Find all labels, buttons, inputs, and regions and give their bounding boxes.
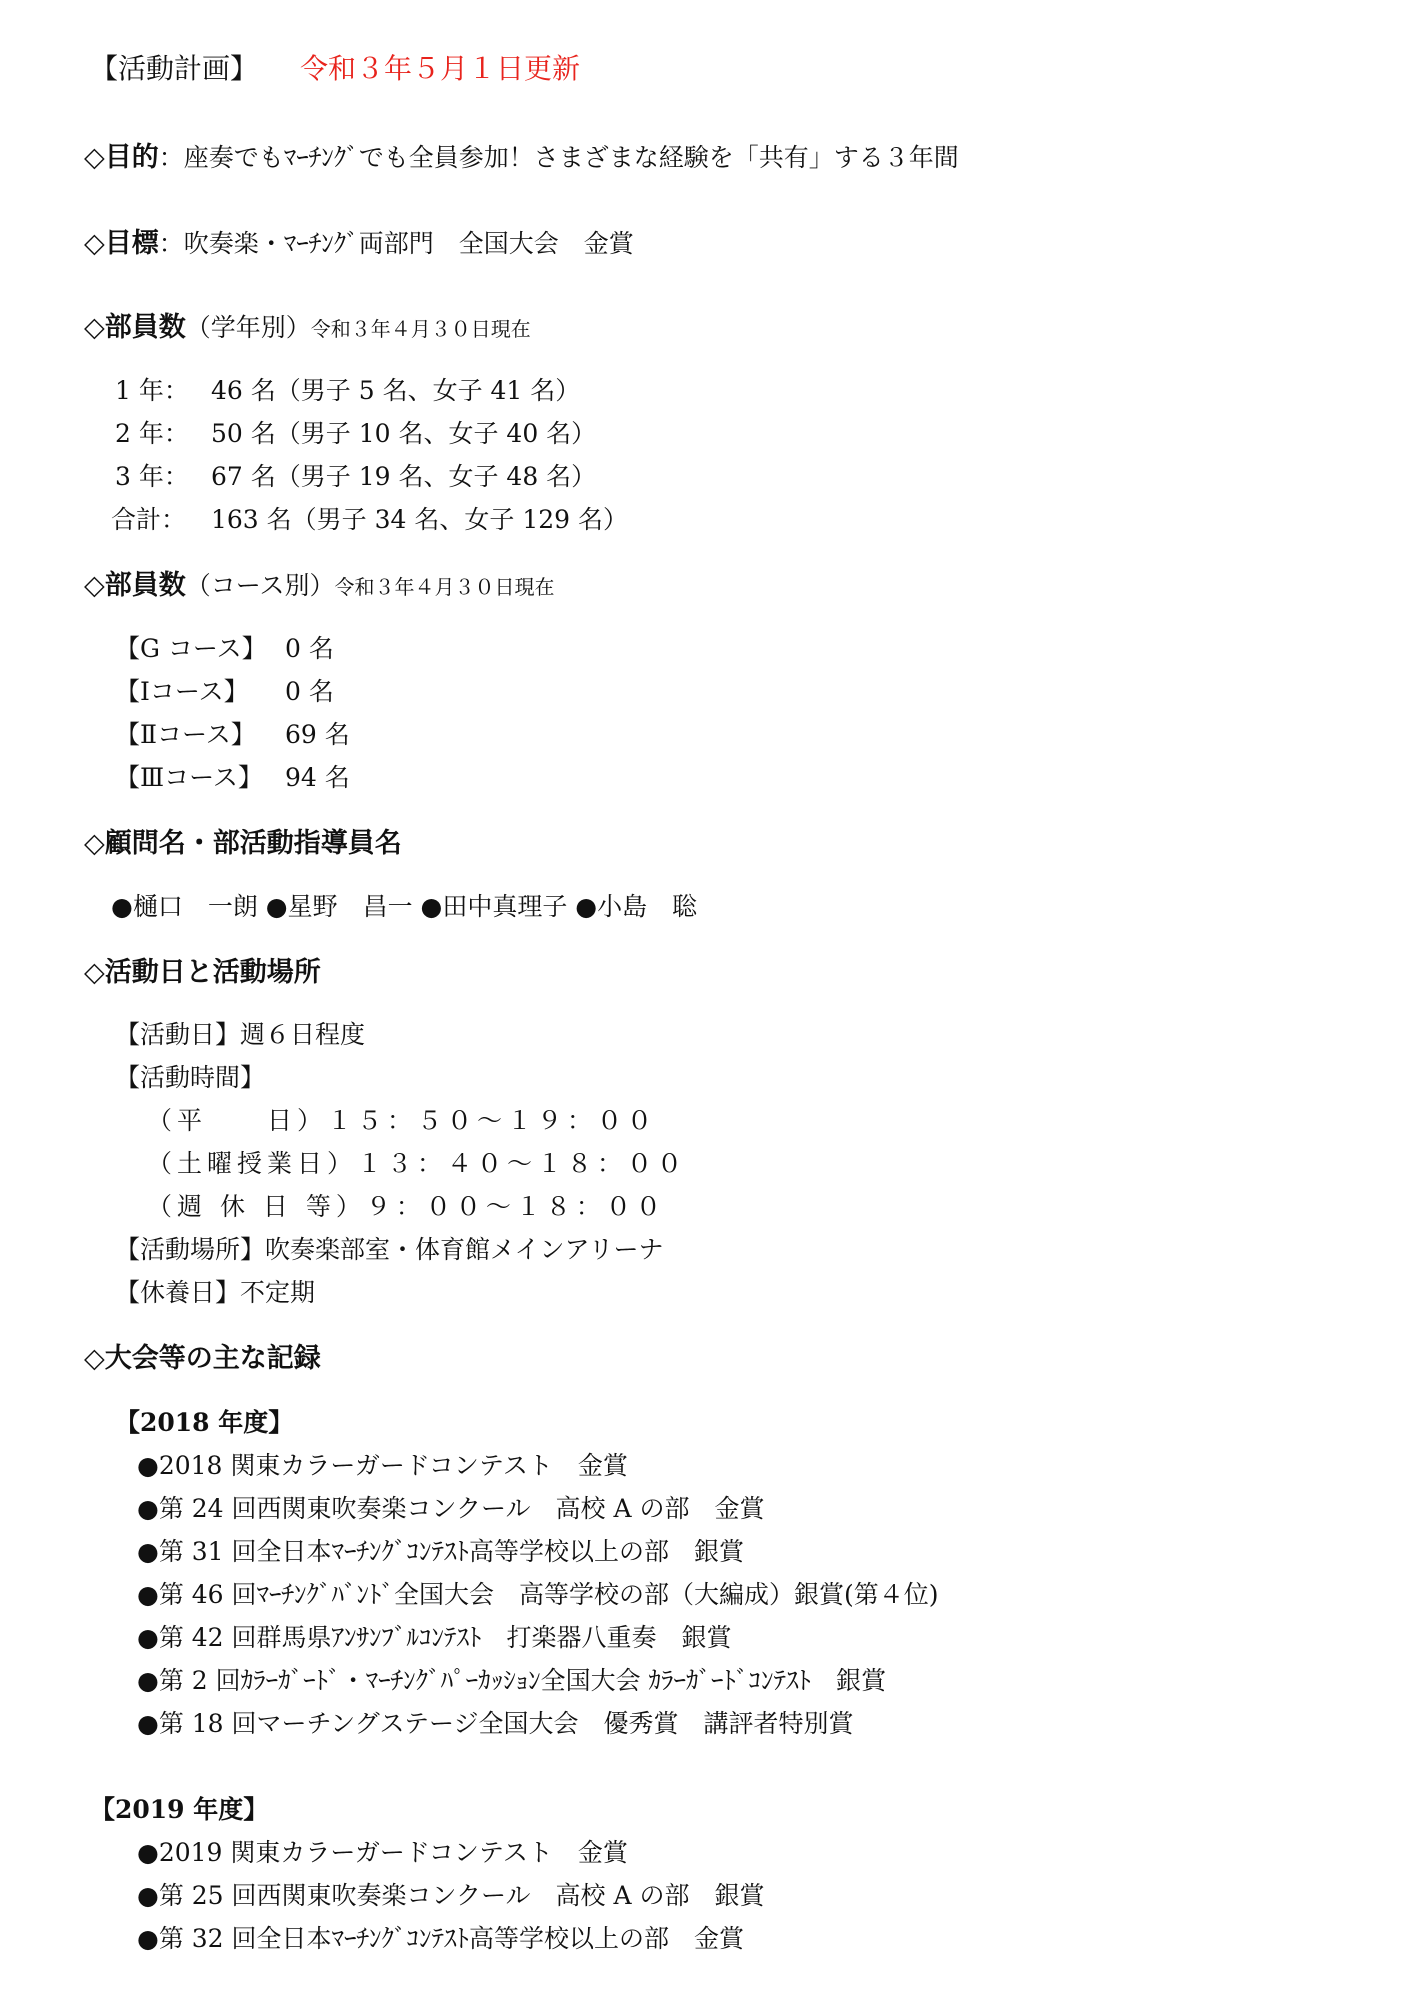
course-name: 【Ⅲコース】	[115, 763, 263, 792]
purpose-label: ◇目的	[84, 142, 159, 173]
record-item: ●第 24 回西関東吹奏楽コンクール 高校 A の部 金賞	[137, 1494, 765, 1523]
members-grade-sub: （学年別）	[185, 313, 311, 342]
record-item: ●第 18 回マーチングステージ全国大会 優秀賞 講評者特別賞	[137, 1709, 854, 1738]
activity-time-row: （土曜授業日）１３：４０～１８：００	[147, 1149, 688, 1178]
record-item: ●第 32 回全日本ﾏｰﾁﾝｸﾞｺﾝﾃｽﾄ高等学校以上の部 金賞	[137, 1924, 745, 1953]
course-row	[115, 720, 350, 750]
grade-row	[115, 462, 596, 492]
record-year: 【2018 年度】	[115, 1408, 294, 1437]
grade-row	[115, 376, 580, 406]
activity-time-row: （平 日）１５：５０～１９：００	[147, 1106, 658, 1135]
course-name: 【Ⅰコース】	[115, 677, 249, 706]
grade-name: 2 年：	[115, 419, 189, 448]
record-item: ●2019 関東カラーガードコンテスト 金賞	[137, 1838, 628, 1867]
members-course-heading	[84, 570, 555, 602]
activity-time-label: 【活動時間】	[115, 1063, 266, 1092]
page-title	[90, 52, 580, 86]
record-item: ●第 25 回西関東吹奏楽コンクール 高校 A の部 銀賞	[137, 1881, 765, 1910]
advisors-heading: ◇顧問名・部活動指導員名	[84, 828, 402, 859]
course-row	[115, 763, 350, 793]
goal-label: ◇目標	[84, 228, 159, 259]
members-course-date: 令和３年４月３０日現在	[334, 575, 555, 599]
course-name: 【Ⅱコース】	[115, 720, 256, 749]
advisors-names: ●樋口 一朗 ●星野 昌一 ●田中真理子 ●小島 聡	[111, 892, 698, 921]
activity-heading: ◇活動日と活動場所	[84, 957, 321, 988]
record-item: ●第 42 回群馬県ｱﾝｻﾝﾌﾞﾙｺﾝﾃｽﾄ 打楽器八重奏 銀賞	[137, 1623, 732, 1652]
course-count: 0 名	[285, 634, 334, 663]
purpose-line	[84, 142, 959, 174]
members-course-label: ◇部員数	[84, 570, 186, 601]
goal-line	[84, 228, 634, 260]
grade-name: 3 年：	[115, 462, 189, 491]
course-count: 94 名	[285, 763, 350, 792]
grade-total: 46 名	[211, 376, 276, 405]
grade-total: 163 名	[211, 505, 292, 534]
grade-detail: （男子 19 名、女子 48 名）	[275, 462, 597, 491]
course-count: 0 名	[285, 677, 334, 706]
record-item: ●第 2 回ｶﾗｰｶﾞｰﾄﾞ・ﾏｰﾁﾝｸﾞﾊﾟｰｶｯｼｮﾝ全国大会 ｶﾗｰｶﾞｰﾄﾞｺﾝﾃｽﾄ 銀賞	[137, 1666, 887, 1695]
activity-rest: 【休養日】不定期	[115, 1278, 316, 1307]
activity-days: 【活動日】週６日程度	[115, 1020, 366, 1049]
grade-total: 50 名	[211, 419, 276, 448]
activity-time-row: （週 休 日 等）９：００～１８：００	[147, 1192, 666, 1221]
records-heading: ◇大会等の主な記録	[84, 1343, 321, 1374]
course-count: 69 名	[285, 720, 350, 749]
record-item: ●第 31 回全日本ﾏｰﾁﾝｸﾞｺﾝﾃｽﾄ高等学校以上の部 銀賞	[137, 1537, 745, 1566]
members-grade-label: ◇部員数	[84, 312, 186, 343]
members-grade-heading	[84, 312, 531, 344]
grade-row-total	[111, 505, 628, 535]
grade-name: 1 年：	[115, 376, 189, 405]
record-item: ●2018 関東カラーガードコンテスト 金賞	[137, 1451, 628, 1480]
updated-date: 令和３年５月１日更新	[300, 52, 581, 85]
grade-total: 67 名	[211, 462, 276, 491]
record-item: ●第 46 回ﾏｰﾁﾝｸﾞﾊﾞﾝﾄﾞ全国大会 高等学校の部（大編成）銀賞(第４位)	[137, 1580, 939, 1609]
activity-place: 【活動場所】吹奏楽部室・体育館メインアリーナ	[115, 1235, 664, 1264]
members-course-sub: （コース別）	[185, 571, 335, 600]
record-year: 【2019 年度】	[90, 1795, 269, 1824]
course-name: 【G コース】	[115, 634, 267, 663]
grade-detail: （男子 5 名、女子 41 名）	[275, 376, 581, 405]
grade-detail: （男子 10 名、女子 40 名）	[275, 419, 597, 448]
members-grade-date: 令和３年４月３０日現在	[310, 317, 531, 341]
course-row	[115, 677, 334, 707]
grade-detail: （男子 34 名、女子 129 名）	[291, 505, 628, 534]
course-row	[115, 634, 334, 664]
goal-text: ：吹奏楽・ﾏｰﾁﾝｸﾞ両部門 全国大会 金賞	[158, 229, 634, 258]
title-label: 【活動計画】	[90, 52, 259, 85]
grade-row	[115, 419, 596, 449]
purpose-text: ：座奏でもﾏｰﾁﾝｸﾞでも全員参加！さまざまな経験を「共有」する３年間	[158, 143, 959, 172]
grade-name: 合計：	[111, 505, 187, 534]
